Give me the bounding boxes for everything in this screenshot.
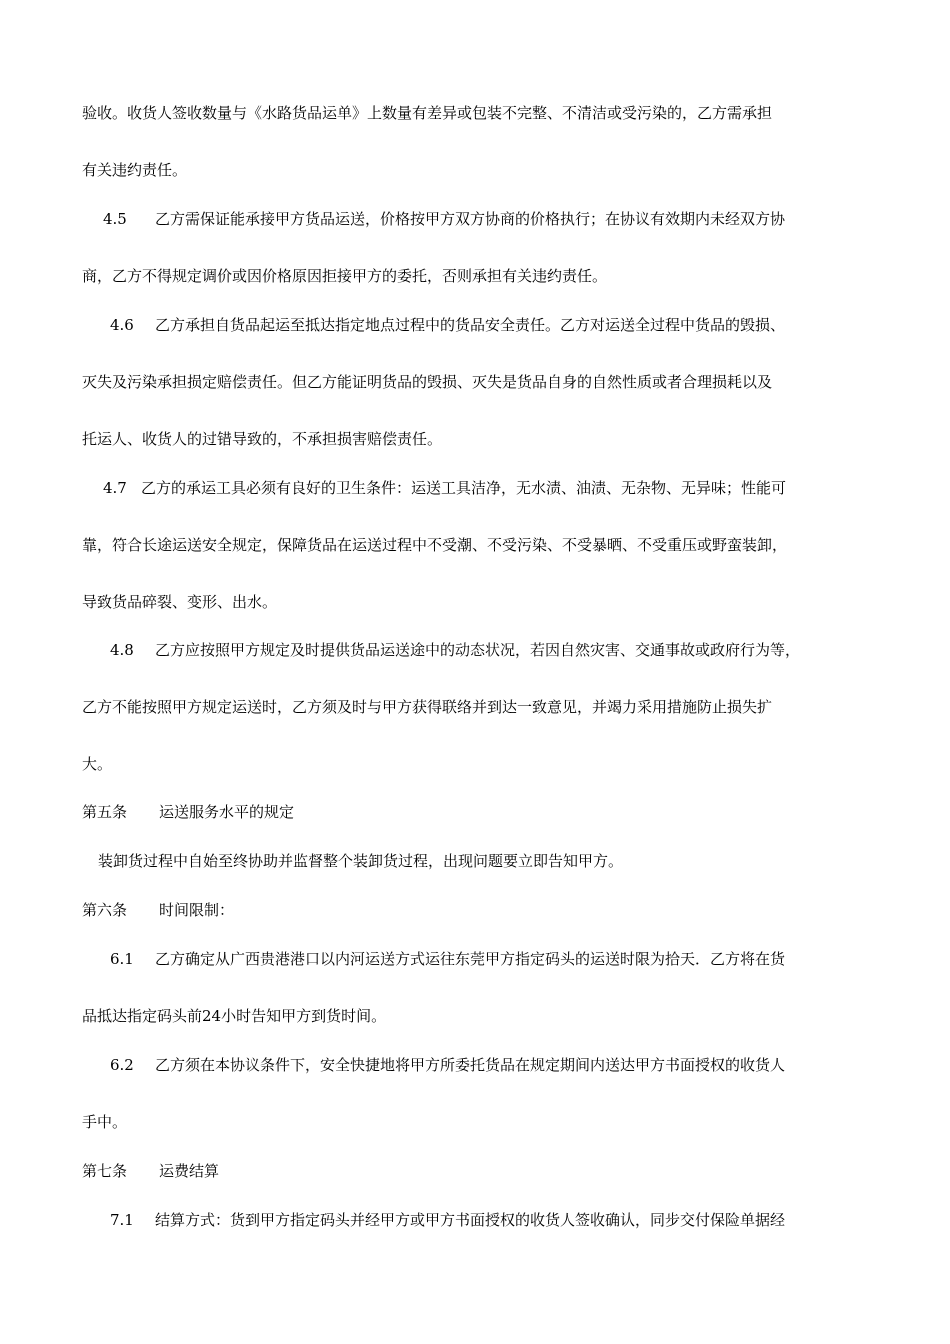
text-line: 托运人、收货人的过错导致的，不承担损害赔偿责任。 xyxy=(82,430,443,448)
clause-number: 6.2 xyxy=(110,1056,134,1074)
clause-text: 乙方确定从广西贵港港口以内河运送方式运往东莞甲方指定码头的运送时限为拾天．乙方将在货 xyxy=(155,950,786,968)
clause-number: 4.6 xyxy=(110,316,134,334)
text-line: 有关违约责任。 xyxy=(82,161,188,179)
clause-text: 乙方应按照甲方规定及时提供货品运送途中的动态状况，若因自然灾害、交通事故或政府行为等， xyxy=(155,641,801,659)
text-line: 装卸货过程中自始至终协助并监督整个装卸货过程，出现问题要立即告知甲方。 xyxy=(98,852,624,870)
clause-number: 7.1 xyxy=(110,1211,134,1229)
clause-4-7 xyxy=(103,478,786,498)
text-line: 验收。收货人签收数量与《水路货品运单》上数量有差异或包装不完整、不清洁或受污染的，乙方需承担 xyxy=(82,104,773,122)
clause-4-8 xyxy=(110,640,800,660)
clause-number: 4.8 xyxy=(110,641,134,659)
clause-4-5 xyxy=(103,209,785,229)
text-line: 手中。 xyxy=(82,1113,128,1131)
clause-text: 乙方的承运工具必须有良好的卫生条件：运送工具洁净，无水渍、油渍、无杂物、无异味；性能可 xyxy=(141,479,787,497)
article-number: 第七条 xyxy=(82,1162,128,1180)
text-line: 导致货品碎裂、变形、出水。 xyxy=(82,593,278,611)
text-line: 靠，符合长途运送安全规定，保障货品在运送过程中不受潮、不受污染、不受暴晒、不受重压或野蛮装卸， xyxy=(82,536,788,554)
clause-number: 4.5 xyxy=(103,210,127,228)
text-line: 乙方不能按照甲方规定运送时，乙方须及时与甲方获得联络并到达一致意见，并竭力采用措施防止损失扩 xyxy=(82,698,773,716)
text-line: 商，乙方不得规定调价或因价格原因拒接甲方的委托，否则承担有关违约责任。 xyxy=(82,267,608,285)
clause-6-1 xyxy=(110,949,785,969)
article-number: 第六条 xyxy=(82,901,128,919)
article-5-heading xyxy=(82,802,294,822)
article-title: 时间限制： xyxy=(159,901,235,919)
article-6-heading xyxy=(82,900,234,920)
clause-text: 结算方式：货到甲方指定码头并经甲方或甲方书面授权的收货人签收确认，同步交付保险单据经 xyxy=(155,1211,786,1229)
clause-number: 4.7 xyxy=(103,479,127,497)
text-line: 灭失及污染承担损定赔偿责任。但乙方能证明货品的毁损、灭失是货品自身的自然性质或者合理损耗以及 xyxy=(82,373,773,391)
text-line: 品抵达指定码头前24小时告知甲方到货时间。 xyxy=(82,1007,387,1025)
clause-7-1 xyxy=(110,1210,785,1230)
clause-text: 乙方需保证能承接甲方货品运送，价格按甲方双方协商的价格执行；在协议有效期内未经双方协 xyxy=(155,210,786,228)
article-title: 运费结算 xyxy=(159,1162,220,1180)
clause-text: 乙方承担自货品起运至抵达指定地点过程中的货品安全责任。乙方对运送全过程中货品的毁损、 xyxy=(155,316,786,334)
article-number: 第五条 xyxy=(82,803,128,821)
clause-6-2 xyxy=(110,1055,785,1075)
text-line: 大。 xyxy=(82,755,113,773)
clause-number: 6.1 xyxy=(110,950,134,968)
clause-4-6 xyxy=(110,315,785,335)
article-title: 运送服务水平的规定 xyxy=(159,803,295,821)
article-7-heading xyxy=(82,1161,219,1181)
clause-text: 乙方须在本协议条件下，安全快捷地将甲方所委托货品在规定期间内送达甲方书面授权的收货人 xyxy=(155,1056,786,1074)
